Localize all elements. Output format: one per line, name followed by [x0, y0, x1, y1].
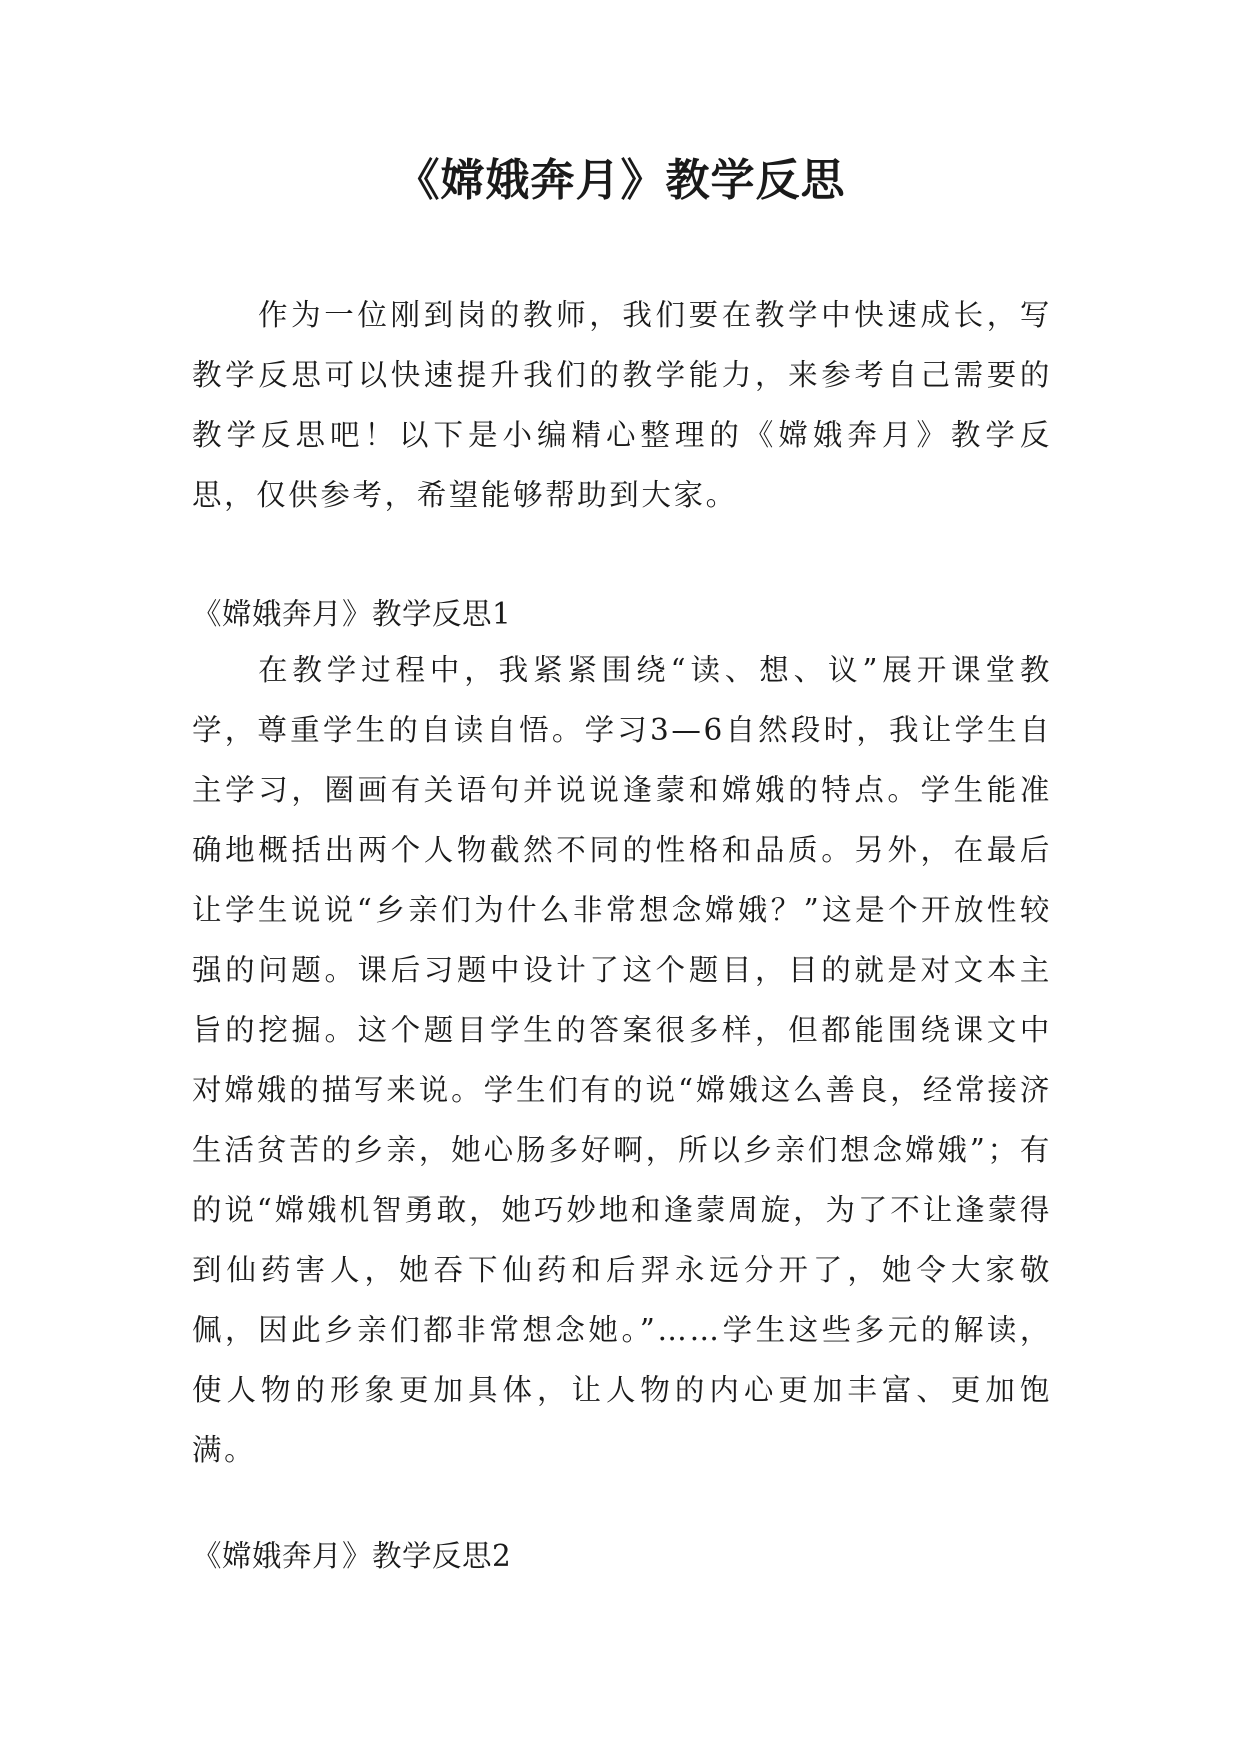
section-body-1: 在教学过程中，我紧紧围绕“读、想、议”展开课堂教学，尊重学生的自读自悟。学习3—6自然段时，我让学生自主学习，圈画有关语句并说说逢蒙和嫦娥的特点。学生能准确地概括出两个人物截然不同的性格和品质。另外，在最后让学生说说“乡亲们为什么非常想念嫦娥？”这是个开放性较强的问题。课后习题中设计了这个题目，目的就是对文本主旨的挖掘。这个题目学生的答案很多样，但都能围绕课文中对嫦娥的描写来说。学生们有的说“嫦娥这么善良，经常接济生活贫苦的乡亲，她心肠多好啊，所以乡亲们想念嫦娥”；有的说“嫦娥机智勇敢，她巧妙地和逢蒙周旋，为了不让逢蒙得到仙药害人，她吞下仙药和后羿永远分开了，她令大家敬佩，因此乡亲们都非常想念她。”……学生这些多元的解读，使人物的形象更加具体，让人物的内心更加丰富、更加饱满。 [192, 653, 1052, 1467]
document-title: 《嫦娥奔月》教学反思 [395, 155, 846, 206]
section-heading-1: 《嫦娥奔月》教学反思1 [192, 597, 512, 631]
section-heading-2: 《嫦娥奔月》教学反思2 [192, 1539, 512, 1573]
intro-paragraph: 作为一位刚到岗的教师，我们要在教学中快速成长，写教学反思可以快速提升我们的教学能力，来参考自己需要的教学反思吧！以下是小编精心整理的《嫦娥奔月》教学反思，仅供参考，希望能够帮助到大家。 [192, 298, 1052, 512]
